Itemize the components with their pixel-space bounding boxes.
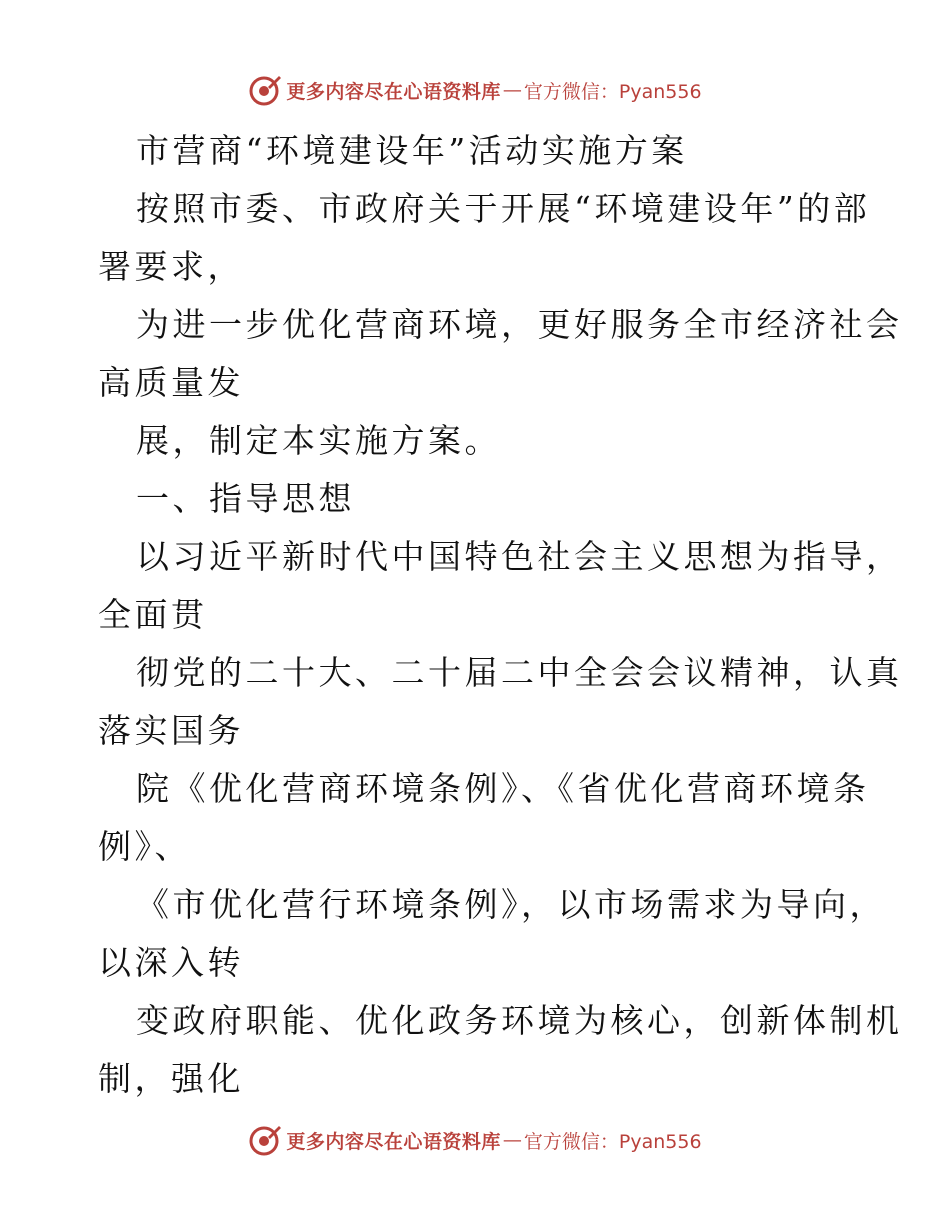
text-line: 以深入转 xyxy=(98,943,244,982)
text-line: 彻党的二十大、二十届二中全会会议精神，认真 xyxy=(136,653,903,692)
text-line: 全面贯 xyxy=(98,595,208,634)
text-line: 变政府职能、优化政务环境为核心，创新体制机 xyxy=(136,1001,903,1040)
text-line: 院《优化营商环境条例》、《省优化营商环境条 xyxy=(136,769,870,808)
document-title: 市营商“环境建设年”活动实施方案 xyxy=(136,131,688,170)
text-line: 高质量发 xyxy=(98,363,244,402)
footer-promo-text: 更多内容尽在心语资料库 xyxy=(286,1130,501,1153)
header-promo-text: 更多内容尽在心语资料库 xyxy=(286,80,501,103)
text-line: 落实国务 xyxy=(98,711,244,750)
pen-logo-icon xyxy=(248,1123,282,1157)
text-line: 展，制定本实施方案。 xyxy=(136,421,501,460)
footer-dash: — xyxy=(502,1129,522,1151)
text-line: 署要求， xyxy=(98,247,244,286)
header-banner xyxy=(0,72,950,108)
text-line: 制，强化 xyxy=(98,1059,244,1098)
footer-wechat-text: 官方微信：Pyan556 xyxy=(523,1130,702,1153)
section-heading: 一、指导思想 xyxy=(136,479,355,518)
text-line: 为进一步优化营商环境，更好服务全市经济社会 xyxy=(136,305,903,344)
header-wechat-text: 官方微信：Pyan556 xyxy=(523,80,702,103)
footer-banner xyxy=(0,1122,950,1158)
document-body xyxy=(98,122,903,1108)
text-line: 以习近平新时代中国特色社会主义思想为指导， xyxy=(136,537,903,576)
text-line: 按照市委、市政府关于开展“环境建设年”的部 xyxy=(136,189,871,228)
header-dash: — xyxy=(502,79,522,101)
text-line: 例》、 xyxy=(98,827,191,866)
pen-logo-icon xyxy=(248,73,282,107)
text-line: 《市优化营行环境条例》，以市场需求为导向， xyxy=(136,885,886,924)
